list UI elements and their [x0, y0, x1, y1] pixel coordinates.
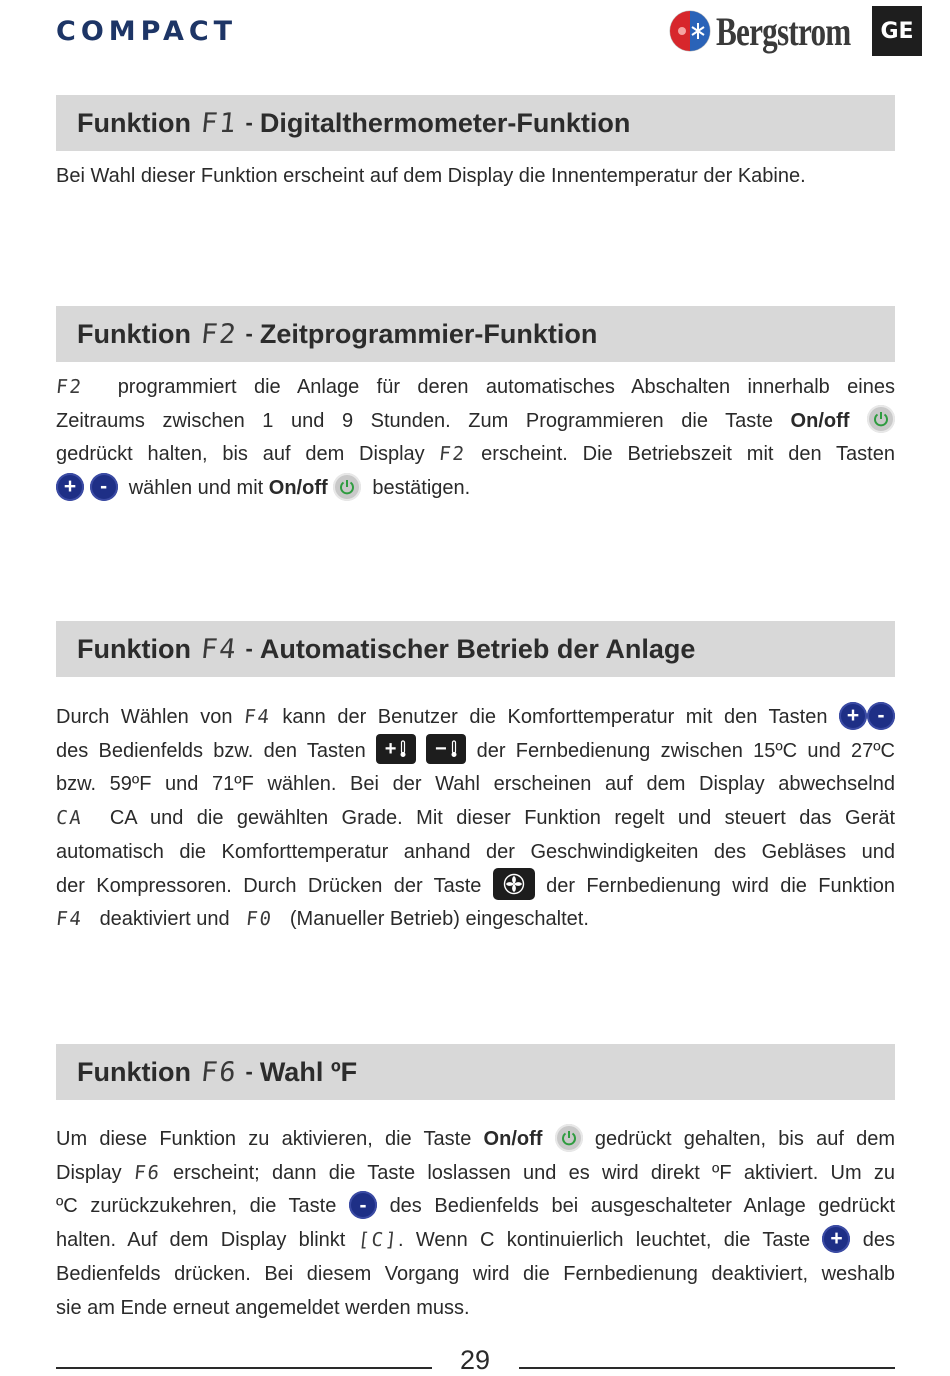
heading-title: Wahl ºF: [259, 1056, 358, 1087]
text-fragment: kann der Benutzer die Komforttemperatur mit den Tasten: [282, 706, 828, 728]
section-heading-f2: [56, 306, 895, 362]
brand-emblem-icon: [668, 9, 712, 53]
text-line: [56, 870, 895, 904]
heading-dash: -: [245, 110, 253, 135]
text-fragment: programmiert die Anlage für deren automatisches Abschalten innerhalb eines: [117, 376, 895, 398]
blink-code-letter: C: [370, 1229, 386, 1252]
heading-prefix: Funktion: [77, 318, 191, 349]
text-fragment: erscheint; dann die Taste loslassen und es wird direkt ºF aktiviert. Um zu: [173, 1161, 896, 1184]
paragraph: Bei Wahl dieser Funktion erscheint auf dem Display die Innentemperatur der Kabine.: [56, 165, 806, 187]
text-line: [56, 1258, 895, 1292]
heading-dash: -: [245, 1059, 253, 1084]
text-fragment: erscheint. Die Betriebszeit mit den Tasten: [481, 443, 895, 466]
text-fragment: Um diese Funktion zu aktivieren, die Taste: [56, 1128, 472, 1150]
text-fragment: Zeitraums zwischen 1 und 9 Stunden. Zum Programmieren die Taste: [56, 409, 773, 432]
text-line: [56, 768, 895, 802]
heading-prefix: Funktion: [77, 107, 191, 138]
text-line: [56, 405, 895, 439]
text-fragment: wählen und mit: [128, 477, 264, 500]
section-heading-f4: [56, 621, 895, 677]
power-button-icon: [555, 1124, 583, 1152]
section-text-f6: [56, 1123, 895, 1325]
section-text-f2: [56, 371, 895, 506]
text-line: [56, 1123, 895, 1157]
section-heading-f1: [56, 95, 895, 151]
text-line: [56, 1224, 895, 1258]
heading-prefix: Funktion: [77, 633, 191, 664]
remote-minus-label: −: [434, 737, 447, 760]
heading-prefix: Funktion: [77, 1056, 191, 1087]
text-fragment: gedrückt gehalten, bis auf dem: [594, 1128, 895, 1150]
remote-minus-thermometer-icon: [426, 734, 466, 764]
section-text-f1: [56, 160, 895, 194]
minus-button-icon: -: [90, 473, 118, 501]
heading-dash: -: [245, 321, 253, 346]
text-line: [56, 903, 895, 937]
plus-button-icon: +: [56, 473, 84, 501]
brand-block: [668, 6, 922, 56]
minus-button-icon: -: [349, 1191, 377, 1219]
display-code-f4: F4: [199, 633, 240, 665]
text-fragment: bestätigen.: [372, 477, 471, 500]
text-fragment: des Bedienfelds bzw. den Tasten: [56, 739, 366, 762]
text-fragment: (Manueller Betrieb) eingeschaltet.: [289, 908, 589, 931]
text-fragment: Bedienfelds drücken. Bei diesem Vorgang wird die Fernbedienung deaktiviert, weshalb: [56, 1262, 895, 1285]
display-code-f6: F6: [132, 1161, 162, 1184]
plus-button-icon: +: [839, 702, 867, 730]
text-fragment: deaktiviert und: [99, 908, 230, 931]
text-fragment: gedrückt halten, bis auf dem Display: [56, 443, 425, 466]
display-code-f0: F0: [245, 908, 275, 931]
text-fragment: der Kompressoren. Durch Drücken der Taste: [56, 874, 482, 897]
text-line: [56, 438, 895, 472]
text-fragment: CA und die gewählten Grade. Mit dieser Funktion regelt und steuert das Gerät: [109, 807, 895, 830]
footer-rule-right: [519, 1367, 895, 1369]
text-line: [56, 1190, 895, 1224]
power-button-icon: [867, 405, 895, 433]
text-fragment: Durch Wählen von: [56, 706, 233, 728]
text-line: [56, 1292, 895, 1326]
onoff-label: On/off: [268, 477, 328, 500]
page-number: 29: [459, 1345, 491, 1375]
text-fragment: bzw. 59ºF und 71ºF wählen. Bei der Wahl erscheinen auf dem Display abwechselnd: [56, 773, 895, 796]
display-code-f2: F2: [54, 376, 85, 398]
display-code-ca: CA: [54, 807, 85, 830]
text-line: [56, 836, 895, 870]
footer-rule-left: [56, 1367, 432, 1369]
text-line: [56, 472, 895, 506]
plus-button-icon: +: [822, 1225, 850, 1253]
heading-title: Zeitprogrammier-Funktion: [259, 318, 598, 349]
heading-title: Digitalthermometer-Funktion: [259, 107, 631, 138]
section-text-f4: [56, 701, 895, 937]
display-code-f2: F2: [438, 443, 468, 466]
display-code-f2: F2: [199, 318, 240, 350]
remote-plus-thermometer-icon: [376, 734, 416, 764]
text-fragment: des: [862, 1229, 896, 1252]
series-logo: COMPACT: [56, 16, 238, 47]
onoff-label: On/off: [790, 409, 850, 432]
text-line: [56, 802, 895, 836]
display-code-f1: F1: [199, 107, 240, 139]
text-fragment: sie am Ende erneut angemeldet werden muss.: [56, 1296, 470, 1319]
fan-button-icon: [493, 868, 535, 900]
text-fragment: automatisch die Komforttemperatur anhand der Geschwindigkeiten des Gebläses und: [56, 840, 895, 863]
text-line: [56, 371, 895, 405]
remote-plus-label: +: [384, 737, 397, 760]
text-line: [56, 1157, 895, 1191]
text-fragment: halten. Auf dem Display blinkt: [56, 1229, 346, 1252]
onoff-label: On/off: [483, 1128, 543, 1150]
text-fragment: Display: [56, 1161, 122, 1184]
display-code-f4: F4: [242, 706, 273, 728]
brand-name: Bergstrom: [716, 8, 851, 54]
text-fragment: des Bedienfelds bei ausgeschalteter Anlage gedrückt: [389, 1195, 896, 1218]
heading-dash: -: [245, 636, 253, 661]
text-fragment: der Fernbedienung zwischen 15ºC und 27ºC: [476, 739, 895, 762]
section-heading-f6: [56, 1044, 895, 1100]
display-code-f6: F6: [199, 1056, 240, 1088]
display-code-f4: F4: [54, 908, 85, 931]
text-fragment: der Fernbedienung wird die Funktion: [546, 874, 895, 897]
minus-button-icon: -: [867, 702, 895, 730]
text-fragment: ºC zurückzukehren, die Taste: [56, 1195, 337, 1218]
language-badge: GE: [872, 6, 922, 56]
heading-title: Automatischer Betrieb der Anlage: [259, 633, 696, 664]
display-code-blink: [C]: [356, 1229, 400, 1252]
text-fragment: . Wenn C kontinuierlich leuchtet, die Taste: [398, 1229, 811, 1252]
power-button-icon: [333, 473, 361, 501]
text-line: [56, 701, 895, 735]
text-line: [56, 735, 895, 769]
